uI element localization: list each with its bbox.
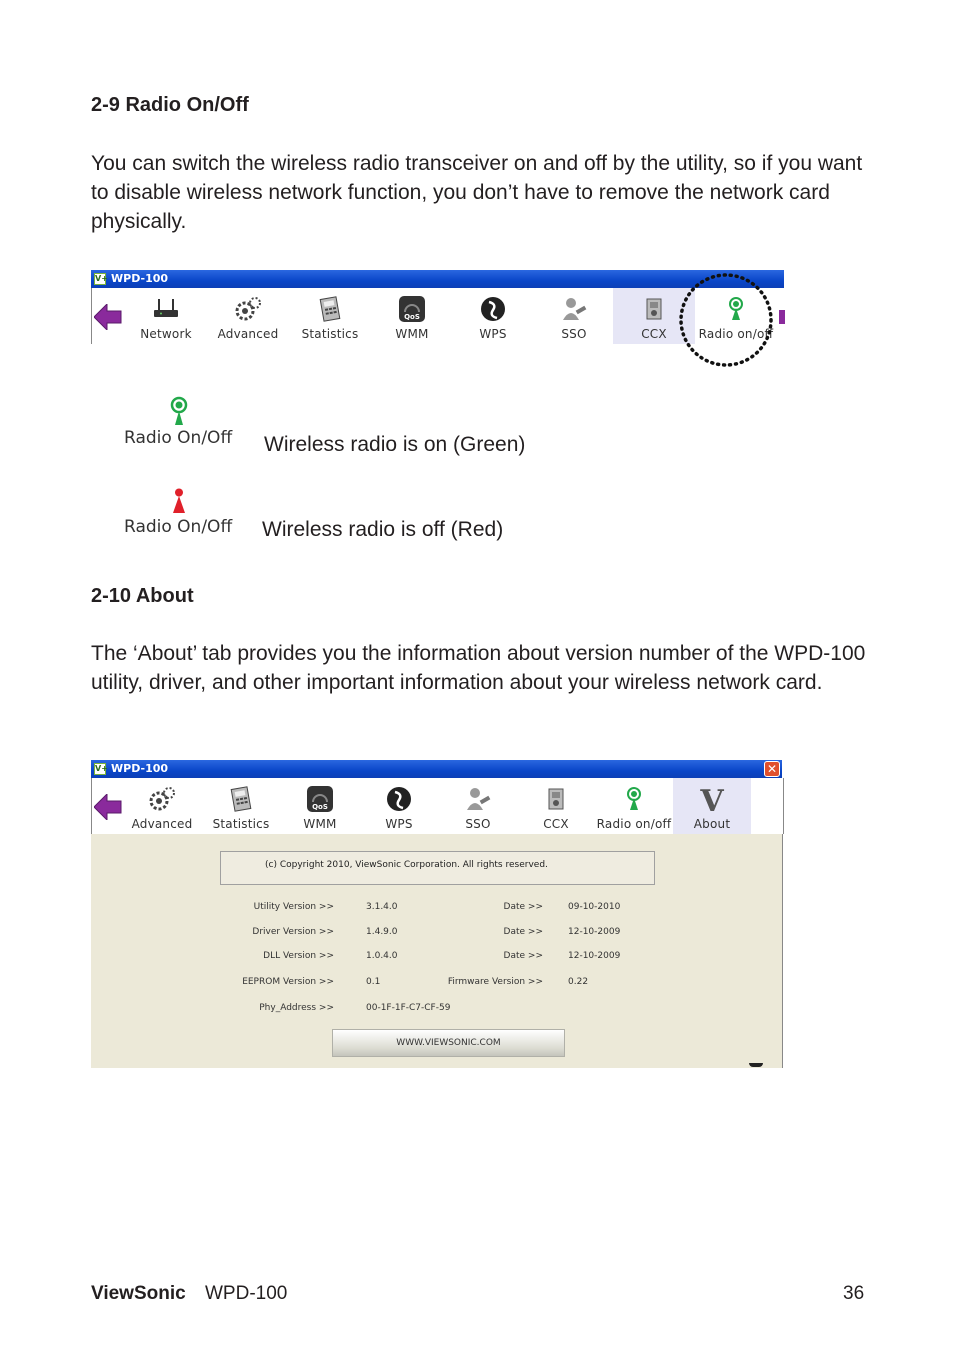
window-title: WPD-100 xyxy=(111,762,169,775)
firmware-version-label: Firmware Version >> xyxy=(447,977,543,987)
panel-corner-mark xyxy=(749,1063,763,1067)
tool-wmm[interactable] xyxy=(286,778,354,834)
tool-advanced[interactable] xyxy=(128,778,196,834)
calculator-icon xyxy=(317,296,343,325)
legend-description: Wireless radio is off (Red) xyxy=(262,518,504,541)
tool-sso[interactable] xyxy=(444,778,512,834)
back-arrow-icon[interactable] xyxy=(94,794,122,825)
section-paragraph-about: The ‘About’ tab provides you the information about version number of the WPD-100 utility, driver, and other important information about your wireless network card. xyxy=(91,642,866,694)
tool-statistics[interactable] xyxy=(296,288,364,344)
date-label: Date >> xyxy=(503,927,543,937)
window-title: WPD-100 xyxy=(111,272,169,285)
tool-wps[interactable] xyxy=(365,778,433,834)
section-heading-about: 2-10 About xyxy=(91,585,194,607)
date-value: 09-10-2010 xyxy=(568,902,621,912)
wps-icon xyxy=(386,786,412,815)
tool-ccx[interactable] xyxy=(522,778,590,834)
eeprom-version-value: 0.1 xyxy=(366,977,381,987)
window-titlebar xyxy=(91,760,782,778)
driver-version-label: Driver Version >> xyxy=(252,927,334,937)
qos-icon xyxy=(307,786,333,815)
router-icon xyxy=(151,296,181,323)
date-value: 12-10-2009 xyxy=(568,951,621,961)
radio-on-icon xyxy=(167,396,191,431)
gears-icon xyxy=(147,786,177,815)
tool-label: WMM xyxy=(303,817,337,831)
tool-label: SSO xyxy=(561,327,587,341)
tool-label: Statistics xyxy=(212,817,270,831)
tool-label: Statistics xyxy=(301,327,359,341)
app-icon: V+ xyxy=(95,764,108,773)
tool-label: WPS xyxy=(385,817,413,831)
tool-label: Radio on/off xyxy=(596,817,672,831)
tool-label: About xyxy=(693,817,731,831)
svg-text:V: V xyxy=(700,786,724,814)
driver-version-value: 1.4.9.0 xyxy=(366,927,398,937)
utility-version-value: 3.1.4.0 xyxy=(366,902,398,912)
tool-network[interactable] xyxy=(132,288,200,344)
tool-radio-on-off[interactable] xyxy=(592,778,676,834)
dll-version-label: DLL Version >> xyxy=(263,951,334,961)
ccx-icon xyxy=(641,296,667,325)
back-arrow-icon[interactable] xyxy=(94,304,122,335)
tool-label: Advanced xyxy=(131,817,193,831)
about-panel xyxy=(91,834,783,1068)
tool-label: Advanced xyxy=(217,327,279,341)
phy-address-label: Phy_Address >> xyxy=(259,1003,334,1013)
tool-label: CCX xyxy=(641,327,667,341)
tool-wmm[interactable] xyxy=(378,288,446,344)
sso-icon xyxy=(464,786,492,815)
wps-icon xyxy=(480,296,506,325)
section-heading-radio: 2-9 Radio On/Off xyxy=(91,94,249,116)
sso-icon xyxy=(560,296,588,325)
tool-label: SSO xyxy=(465,817,491,831)
tool-label: Network xyxy=(140,327,192,341)
date-value: 12-10-2009 xyxy=(568,927,621,937)
calculator-icon xyxy=(228,786,254,815)
qos-icon xyxy=(399,296,425,325)
legend-label: Radio On/Off xyxy=(124,517,233,537)
section-paragraph-radio: You can switch the wireless radio transceiver on and off by the utility, so if you want to disable wireless network function, you don’t have to remove the network card physically. xyxy=(91,152,863,233)
footer-brand: ViewSonic xyxy=(91,1283,186,1304)
viewsonic-v-icon xyxy=(698,786,726,817)
legend-label: Radio On/Off xyxy=(124,428,233,448)
eeprom-version-label: EEPROM Version >> xyxy=(242,977,334,987)
toolbar-overflow xyxy=(779,310,785,324)
tool-statistics[interactable] xyxy=(207,778,275,834)
radio-off-icon xyxy=(170,488,188,519)
toolbar xyxy=(91,778,784,834)
utility-version-label: Utility Version >> xyxy=(253,902,334,912)
svg-text:QoS: QoS xyxy=(312,803,328,811)
date-label: Date >> xyxy=(503,902,543,912)
website-button[interactable]: WWW.VIEWSONIC.COM xyxy=(332,1029,565,1057)
date-label: Date >> xyxy=(503,951,543,961)
copyright-box: (c) Copyright 2010, ViewSonic Corporation. All rights reserved. xyxy=(220,851,655,885)
tool-label: WMM xyxy=(395,327,429,341)
firmware-version-value: 0.22 xyxy=(568,977,589,987)
tool-wps[interactable] xyxy=(459,288,527,344)
radio-icon xyxy=(623,786,645,815)
page-number: 36 xyxy=(843,1283,865,1304)
ccx-icon xyxy=(543,786,569,815)
tool-label: CCX xyxy=(543,817,569,831)
tool-sso[interactable] xyxy=(540,288,608,344)
svg-text:QoS: QoS xyxy=(404,313,420,321)
tool-label: Radio on/off xyxy=(698,327,774,341)
legend-description: Wireless radio is on (Green) xyxy=(264,433,526,456)
close-button[interactable]: ✕ xyxy=(764,761,780,777)
dll-version-value: 1.0.4.0 xyxy=(366,951,398,961)
tool-advanced[interactable] xyxy=(214,288,282,344)
gears-icon xyxy=(233,296,263,325)
phy-address-value: 00-1F-1F-C7-CF-59 xyxy=(366,1003,451,1013)
footer-model: WPD-100 xyxy=(205,1283,288,1304)
tool-about[interactable] xyxy=(673,778,751,834)
app-icon: V+ xyxy=(95,274,108,283)
dashed-circle-highlight xyxy=(678,272,774,368)
tool-label: WPS xyxy=(479,327,507,341)
